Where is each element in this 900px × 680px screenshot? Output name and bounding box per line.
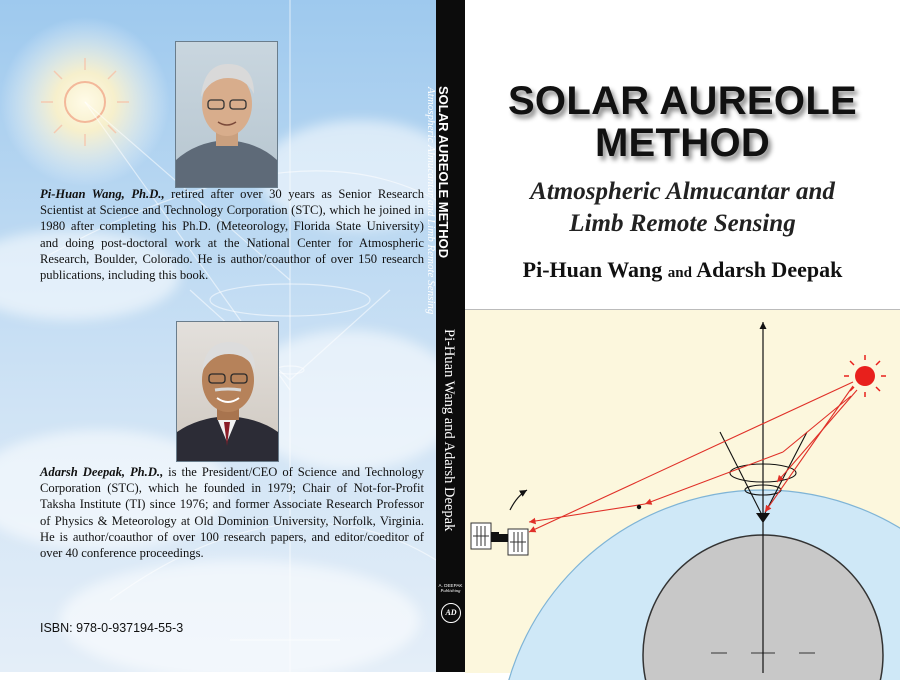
author-2: Adarsh Deepak (696, 257, 843, 282)
book-title (465, 80, 900, 164)
publisher-logo: AD (441, 603, 461, 623)
bio-wang (40, 186, 424, 283)
spine-subtitle: Atmospheric Almucantar and Limb Remote Sensing (425, 87, 437, 315)
spine (425, 0, 465, 672)
spine-publisher (436, 583, 465, 593)
author-conjunction: and (667, 265, 692, 281)
back-cover (0, 0, 436, 672)
publisher-name: A. DEEPAK (438, 583, 463, 588)
author-1: Pi-Huan Wang (522, 257, 663, 282)
portrait-silhouette (176, 42, 277, 187)
book-authors (465, 257, 900, 283)
portrait-silhouette (177, 322, 278, 461)
satellite-icon (471, 490, 528, 555)
bio-wang-text: retired after over 30 years as Senior Research Scientist at Science and Technology Corporation (STC), which he joined in 1980 after completing his Ph.D. (Meteorology, Florida State University) and doing post-doctoral work at the National Center for Atmospheric Research, Boulder, Colorado. He is author/coauthor of over 150 research publications, including this book. (40, 187, 424, 283)
author-photo-wang (175, 41, 278, 188)
book-title-line1: SOLAR AUREOLE (507, 79, 858, 123)
book-subtitle-line2: Limb Remote Sensing (569, 210, 796, 237)
bio-deepak (40, 464, 424, 561)
front-cover (465, 0, 900, 672)
spine-title: SOLAR AUREOLE METHOD (436, 86, 451, 259)
bio-wang-name: Pi-Huan Wang, Ph.D., (40, 187, 165, 201)
limb-sensing-diagram (465, 310, 900, 673)
bio-deepak-text: is the President/CEO of Science and Technology Corporation (STC), which he founded in 1979; Chair of Not-for-Profit Taksha Institute (TI) since 1976; and former Associate Research Professor of Physics & Meteorology at Old Dominion University, Norfolk, Virginia. He is author/coauthor of over 100 research papers, and editor/coeditor of over 40 conference proceedings. (40, 465, 424, 561)
publisher-subname: Publishing (440, 588, 461, 593)
book-title-line2: METHOD (594, 121, 771, 165)
spine-authors: Pi-Huan Wang and Adarsh Deepak (441, 329, 457, 532)
book-subtitle-line1: Atmospheric Almucantar and (530, 178, 835, 205)
cover-diagram-panel (465, 309, 900, 673)
author-photo-deepak (176, 321, 279, 462)
isbn: ISBN: 978-0-937194-55-3 (40, 621, 184, 635)
book-subtitle (465, 176, 900, 240)
bio-deepak-name: Adarsh Deepak, Ph.D., (40, 465, 164, 479)
scattering-point (637, 505, 641, 509)
